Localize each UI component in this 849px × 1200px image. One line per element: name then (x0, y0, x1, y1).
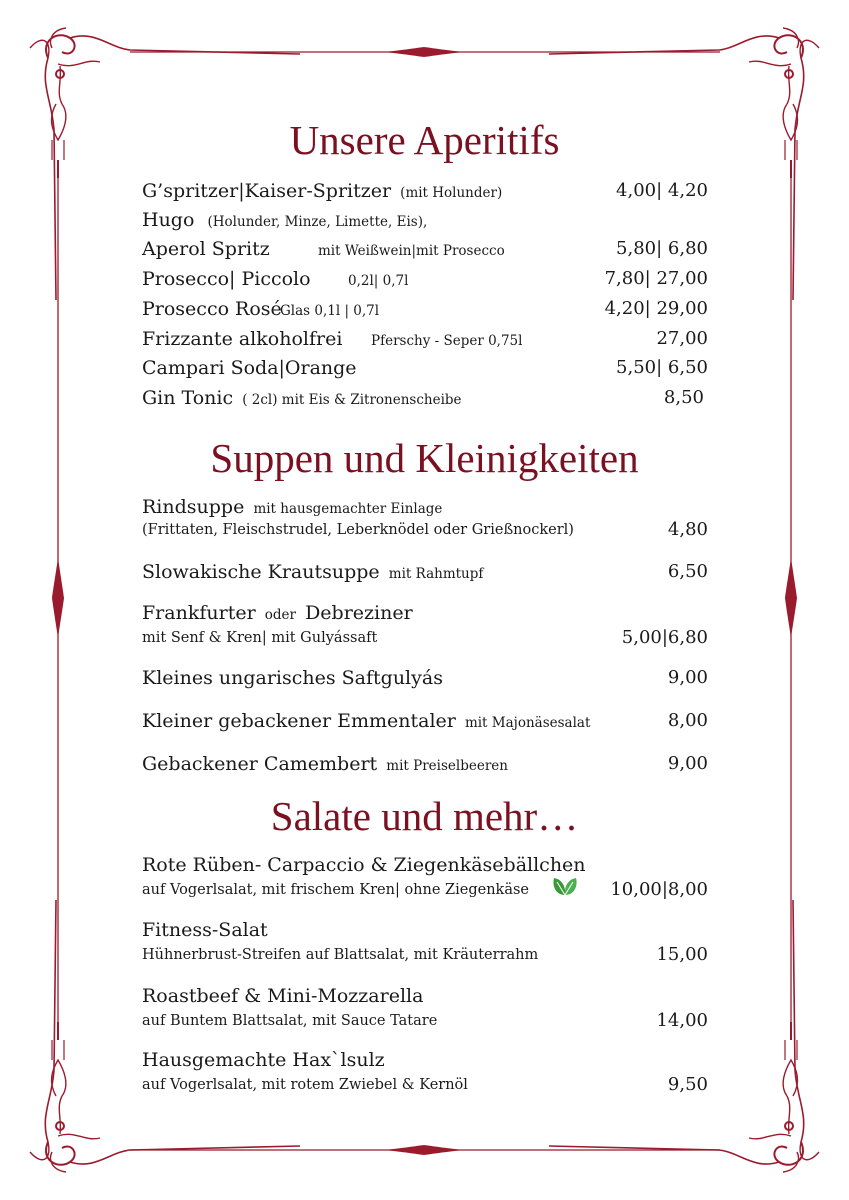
menu-item (142, 667, 708, 693)
section-title-aperitifs: Unsere Aperitifs (289, 117, 560, 163)
item-price: 14,00 (656, 1010, 708, 1031)
item-name: Hausgemachte Hax`lsulz (142, 1049, 385, 1071)
item-name: Aperol Spritz (142, 238, 270, 260)
menu-item (142, 180, 708, 206)
item-name: Prosecco Rosé (142, 298, 282, 320)
item-note: (mit Holunder) (400, 185, 503, 201)
item-price: 5,80| 6,80 (616, 238, 708, 259)
item-note: Pferschy - Seper 0,75l (371, 333, 523, 349)
item-name: Gebackener Camembert (142, 753, 378, 775)
menu-item (142, 561, 708, 587)
item-name: Kleines ungarisches Saftgulyás (142, 667, 443, 689)
item-name: Frizzante alkoholfrei (142, 328, 343, 350)
item-sub: (Frittaten, Fleischstrudel, Leberknödel oder Grießnockerl) (142, 522, 574, 538)
menu-item (142, 753, 708, 779)
item-note: Glas 0,1l | 0,7l (280, 303, 380, 319)
menu-item (142, 1049, 708, 1075)
item-sub: Hühnerbrust-Streifen auf Blattsalat, mit Kräuterrahm (142, 947, 539, 963)
item-price: 7,80| 27,00 (604, 268, 708, 289)
item-subline (142, 519, 708, 540)
item-subline (142, 1074, 708, 1095)
item-price: 6,50 (667, 561, 708, 582)
item-price: 5,00|6,80 (621, 627, 708, 648)
section-title-salate: Salate und mehr… (270, 793, 579, 839)
item-note: mit Majonäsesalat (464, 715, 591, 731)
item-name: Roastbeef & Mini-Mozzarella (142, 985, 424, 1007)
item-note: mit Preiselbeeren (386, 758, 508, 774)
item-name: Prosecco| Piccolo (142, 268, 311, 290)
menu-item (142, 357, 708, 383)
menu-item (142, 710, 708, 736)
item-subline (142, 944, 708, 965)
item-sub: auf Vogerlsalat, mit frischem Kren| ohne Ziegenkäse (142, 882, 529, 898)
menu-item (142, 496, 708, 522)
item-note: 0,2l| 0,7l (348, 273, 409, 289)
item-name-2: Debreziner (305, 602, 413, 624)
item-sub: auf Vogerlsalat, mit rotem Zwiebel & Kernöl (142, 1077, 468, 1093)
item-price: 4,80 (667, 519, 708, 540)
menu-item (142, 268, 708, 294)
item-subline (142, 879, 708, 900)
item-price: 10,00|8,00 (610, 879, 708, 900)
menu-item (142, 328, 708, 354)
item-price: 9,00 (667, 667, 708, 688)
section-title-suppen: Suppen und Kleinigkeiten (210, 435, 639, 481)
item-note: mit hausgemachter Einlage (253, 501, 443, 517)
menu-item (142, 209, 708, 235)
item-subline (142, 627, 708, 648)
menu-item (142, 854, 708, 880)
item-price: 15,00 (656, 944, 708, 965)
menu-item (142, 602, 708, 628)
item-price: 4,00| 4,20 (616, 180, 708, 201)
menu-item (142, 387, 708, 413)
item-joiner: oder (264, 607, 296, 623)
item-name: Frankfurter (142, 602, 256, 624)
item-price: 9,00 (667, 753, 708, 774)
item-price: 4,20| 29,00 (604, 298, 708, 319)
menu-item (142, 238, 708, 264)
item-name: Rote Rüben- Carpaccio & Ziegenkäsebällchen (142, 854, 586, 876)
item-note: (Holunder, Minze, Limette, Eis), (207, 214, 428, 230)
item-note: mit Rahmtupf (388, 566, 484, 582)
item-sub: mit Senf & Kren| mit Gulyássaft (142, 630, 378, 646)
item-name: Gin Tonic (142, 387, 234, 409)
menu-item (142, 919, 708, 945)
menu-item (142, 985, 708, 1011)
menu-item (142, 298, 708, 324)
item-note: mit Weißwein|mit Prosecco (318, 243, 505, 259)
item-price: 8,50 (663, 387, 704, 408)
item-name: Fitness-Salat (142, 919, 268, 941)
item-price: 8,00 (667, 710, 708, 731)
item-name: Hugo (142, 209, 195, 231)
item-name: Slowakische Krautsuppe (142, 561, 380, 583)
item-price: 5,50| 6,50 (616, 357, 708, 378)
item-name: Rindsuppe (142, 496, 245, 518)
item-subline (142, 1010, 708, 1031)
vegan-leaf-icon (551, 875, 579, 897)
item-note: ( 2cl) mit Eis & Zitronenscheibe (242, 392, 462, 408)
item-price: 27,00 (656, 328, 708, 349)
item-name: Kleiner gebackener Emmentaler (142, 710, 456, 732)
item-name: G’spritzer|Kaiser-Spritzer (142, 180, 392, 202)
item-sub: auf Buntem Blattsalat, mit Sauce Tatare (142, 1013, 438, 1029)
item-name: Campari Soda|Orange (142, 357, 357, 379)
item-price: 9,50 (667, 1074, 708, 1095)
